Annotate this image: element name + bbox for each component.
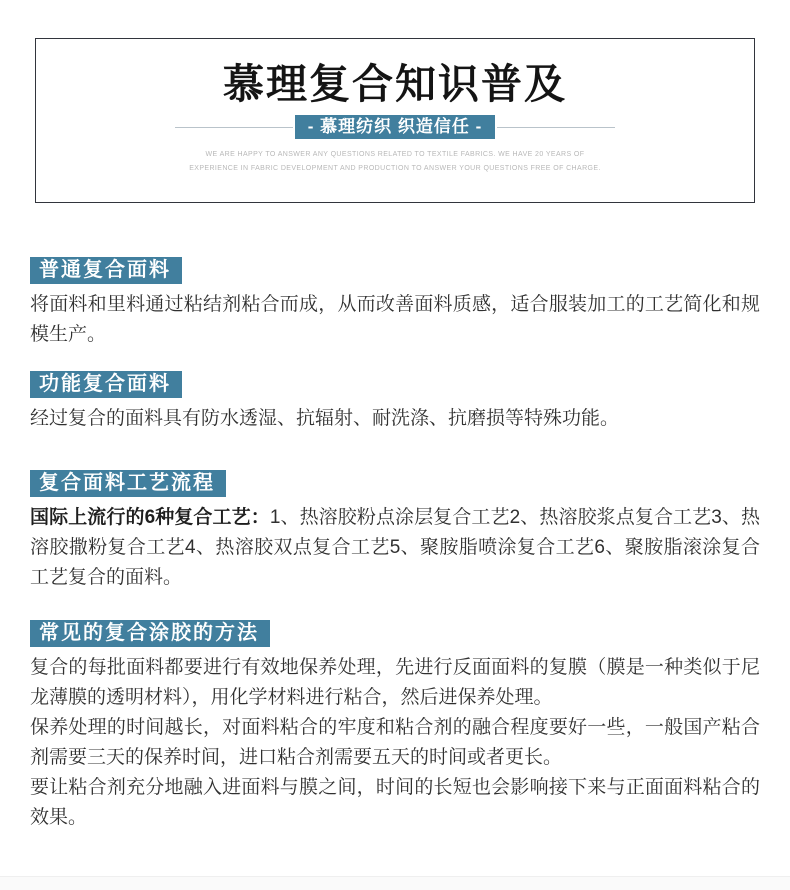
paragraph: 将面料和里料通过粘结剂粘合而成，从而改善面料质感，适合服装加工的工艺简化和规模生产。 [30,294,760,345]
section-body-ordinary [30,290,760,350]
section-gluing-methods [30,620,760,833]
section-body-process [30,503,760,593]
section-heading-functional: 功能复合面料 [30,371,182,398]
section-body-functional [30,404,760,434]
paragraph-text: 1、热溶胶粉点涂层复合工艺2、热溶胶浆点复合工艺3、热溶胶撒粉复合工艺4、热溶胶双点复合工艺5、聚胺脂喷涂复合工艺6、聚胺脂滚涂复合工艺复合的面料。 [30,507,760,588]
bottom-divider [0,876,790,890]
paragraph: 复合的每批面料都要进行有效地保养处理，先进行反面面料的复膜（膜是一种类似于尼龙薄膜的透明材料），用化学材料进行粘合，然后进保养处理。 [30,657,760,708]
tagline [36,148,754,176]
paragraph: 经过复合的面料具有防水透湿、抗辐射、耐洗涤、抗磨损等特殊功能。 [30,408,620,429]
section-body-gluing [30,653,760,833]
paragraph: 要让粘合剂充分地融入进面料与膜之间，时间的长短也会影响接下来与正面面料粘合的效果。 [30,777,760,828]
brand-slogan-badge: - 慕理纺织 织造信任 - [295,115,496,139]
divider-line-left [175,127,293,128]
header-badge-row [36,115,754,139]
divider-line-right [497,127,615,128]
section-heading-ordinary: 普通复合面料 [30,257,182,284]
section-heading-process: 复合面料工艺流程 [30,470,226,497]
paragraph: 保养处理的时间越长，对面料粘合的牢度和粘合剂的融合程度要好一些，一般国产粘合剂需要三天的保养时间，进口粘合剂需要五天的时间或者更长。 [30,717,760,768]
section-process-flow [30,470,760,593]
paragraph-lead: 国际上流行的6种复合工艺： [30,507,270,528]
section-ordinary-composite-fabric [30,257,760,350]
paragraph [30,503,760,593]
header-card [35,38,755,203]
section-heading-gluing: 常见的复合涂胶的方法 [30,620,270,647]
section-functional-composite-fabric [30,371,760,434]
tagline-line-2: EXPERIENCE IN FABRIC DEVELOPMENT AND PRODUCTION TO ANSWER YOUR QUESTIONS FREE OF CHARGE. [189,165,601,172]
content [30,257,760,833]
page-title: 慕理复合知识普及 [223,61,567,107]
tagline-line-1: WE ARE HAPPY TO ANSWER ANY QUESTIONS RELATED TO TEXTILE FABRICS. WE HAVE 20 YEARS OF [205,151,585,158]
